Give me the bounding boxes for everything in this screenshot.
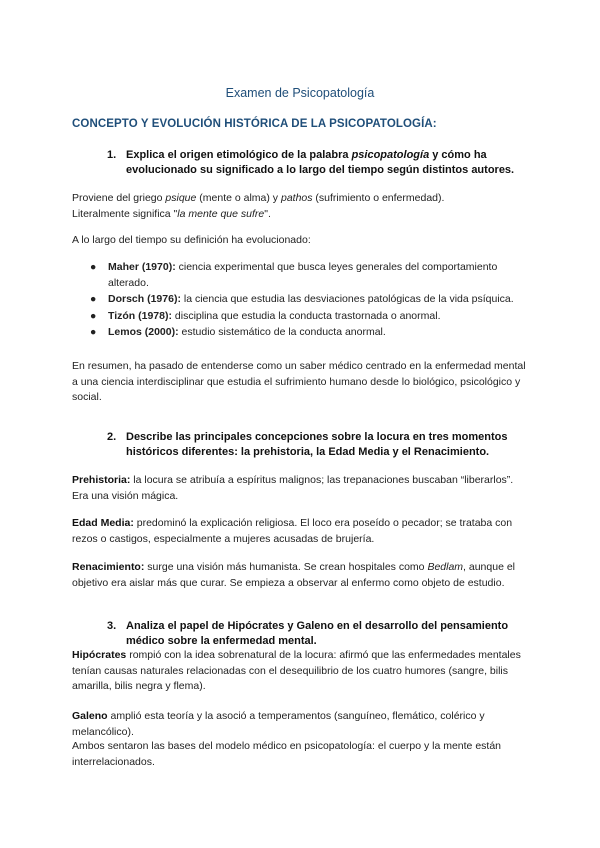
bullet-icon: ● xyxy=(90,326,97,338)
question-2 xyxy=(107,430,527,460)
hipocrates-paragraph xyxy=(72,648,532,695)
renacimiento-label: Renacimiento: xyxy=(72,561,145,573)
question-2-number: 2. xyxy=(107,431,117,443)
question-2-text: Describe las principales concepciones sobre la locura en tres momentos históricos diferentes: la prehistoria, la Edad Media y el Renacimiento. xyxy=(126,431,508,458)
etymology-meaning: la mente que sufre xyxy=(177,207,265,220)
edad-media-label: Edad Media: xyxy=(72,517,134,529)
hipocrates-label: Hipócrates xyxy=(72,649,127,661)
author-definition: ciencia experimental que busca leyes generales del comportamiento alterado. xyxy=(108,261,498,289)
prehistoria-label: Prehistoria: xyxy=(72,474,131,486)
author-item xyxy=(72,325,532,341)
etymology-psique: psique xyxy=(165,192,197,204)
etymology-paragraph xyxy=(72,191,532,222)
etymology-pathos: pathos xyxy=(280,192,313,204)
etymology-text-a: Proviene del griego xyxy=(72,192,166,204)
bullet-icon: ● xyxy=(90,293,97,305)
bullet-icon: ● xyxy=(90,261,97,273)
question-3 xyxy=(107,619,527,649)
question-3-number: 3. xyxy=(107,620,117,632)
hipocrates-text: rompió con la idea sobrenatural de la locura: afirmó que las enfermedades mentales tenían causas naturales relacionadas con el desequilibrio de los cuatro humores (sangre, bilis amarilla, bilis negra y flema). xyxy=(72,649,521,692)
section-heading: CONCEPTO Y EVOLUCIÓN HISTÓRICA DE LA PSICOPATOLOGÍA: xyxy=(72,118,437,130)
question-1-text-pre: Explica el origen etimológico de la palabra xyxy=(126,149,352,161)
etymology-text-c: (sufrimiento o enfermedad). xyxy=(312,192,445,204)
question-1-text xyxy=(107,148,527,178)
galeno-paragraph xyxy=(72,709,532,740)
author-item xyxy=(72,309,532,325)
author-item xyxy=(72,292,532,308)
etymology-meaning-post: ". xyxy=(264,207,271,220)
author-name: Maher (1970): xyxy=(108,261,176,273)
question-1-number: 1. xyxy=(107,149,117,161)
renacimiento-bedlam: Bedlam xyxy=(427,561,464,573)
question-1-emphasis: psicopatología xyxy=(351,149,430,161)
author-definition: estudio sistemático de la conducta anormal. xyxy=(178,326,386,338)
renacimiento-text-post: , aunque el objetivo era aislar más que curar. Se empieza a observar al enfermo como objeto de estudio. xyxy=(72,561,516,589)
prehistoria-text: la locura se atribuía a espíritus malignos; las trepanaciones buscaban “liberarlos”. Era una visión mágica. xyxy=(72,474,514,502)
conclusion-paragraph: Ambos sentaron las bases del modelo médico en psicopatología: el cuerpo y la mente están interrelacionados. xyxy=(72,740,502,768)
evolution-intro: A lo largo del tiempo su definición ha evolucionado: xyxy=(72,234,311,246)
edad-media-paragraph xyxy=(72,516,532,547)
etymology-text-b: (mente o alma) y xyxy=(196,192,281,204)
galeno-label: Galeno xyxy=(72,710,108,722)
authors-list xyxy=(72,260,532,342)
author-definition: la ciencia que estudia las desviaciones patológicas de la vida psíquica. xyxy=(180,293,514,305)
edad-media-text: predominó la explicación religiosa. El loco era poseído o pecador; se trataba con rezos o castigos, especialmente a mujeres acusadas de brujería. xyxy=(72,517,513,545)
document-title: Examen de Psicopatología xyxy=(225,86,375,100)
renacimiento-text-pre: surge una visión más humanista. Se crean hospitales como xyxy=(144,561,428,573)
author-name: Tizón (1978): xyxy=(108,309,172,322)
renacimiento-paragraph xyxy=(72,560,532,591)
question-3-text: Analiza el papel de Hipócrates y Galeno en el desarrollo del pensamiento médico sobre la enfermedad mental. xyxy=(126,620,509,647)
author-item xyxy=(72,260,532,291)
question-1-text-post: y cómo ha evolucionado su significado a lo largo del tiempo según distintos autores. xyxy=(126,149,515,176)
galeno-text: amplió esta teoría y la asoció a temperamentos (sanguíneo, flemático, colérico y melancólico). xyxy=(72,710,485,738)
etymology-line-1 xyxy=(72,191,532,207)
question-1 xyxy=(107,148,527,178)
author-definition: disciplina que estudia la conducta trastornada o anormal. xyxy=(171,309,441,322)
author-name: Lemos (2000): xyxy=(108,326,179,338)
etymology-meaning-pre: Literalmente significa " xyxy=(72,207,178,220)
etymology-line-2 xyxy=(72,207,532,223)
bullet-icon: ● xyxy=(90,309,97,322)
author-name: Dorsch (1976): xyxy=(108,293,181,305)
summary-paragraph: En resumen, ha pasado de entenderse como un saber médico centrado en la enfermedad mental a una ciencia interdisciplinar que estudia el sufrimiento humano desde lo biológico, psicológico y social. xyxy=(72,360,526,403)
prehistoria-paragraph xyxy=(72,473,532,504)
